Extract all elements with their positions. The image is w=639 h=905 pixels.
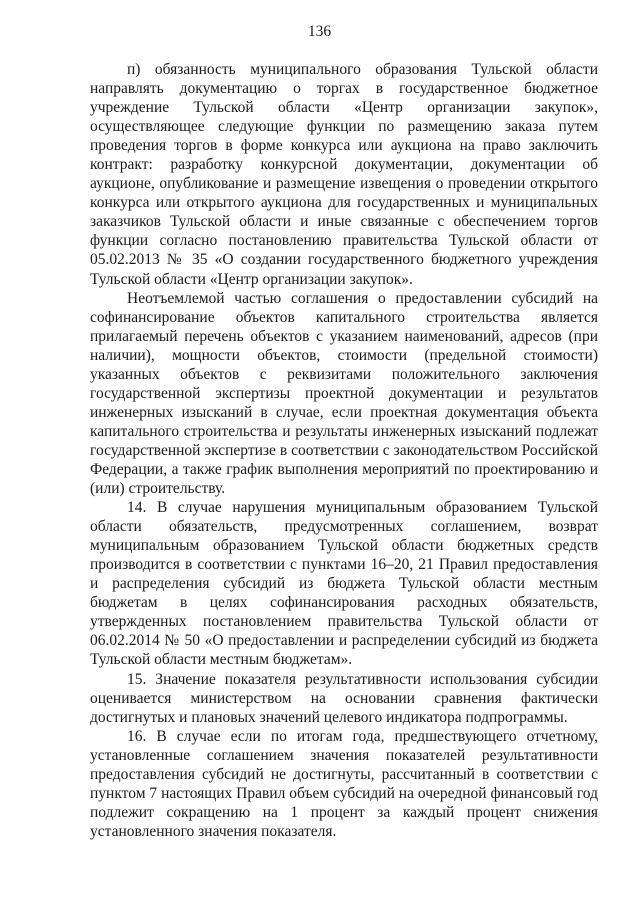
paragraph-annex-note: Неотъемлемой частью соглашения о предоставлении субсидий на софинансирование объектов капитального строительства является прилагаемый перечень объектов с указанием наименований, адресов (при наличии), мощности объектов, стоимости (предельной стоимости) указанных объектов с реквизитами положительного заключения государственной экспертизы проектной документации и результатов инженерных изысканий в случае, если проектная документация объекта капитального строительства и результаты инженерных изысканий подлежат государственной экспертизе в соответствии с законодательством Российской Федерации, а также график выполнения мероприятий по проектированию и (или) строительству. [90, 289, 598, 498]
page-number: 136 [307, 23, 332, 40]
paragraph-15: 15. Значение показателя результативности использования субсидии оценивается министерством на основании сравнения фактически достигнутых и плановых значений целевого индикатора подпрограммы. [90, 670, 598, 726]
paragraph-item-p: п) обязанность муниципального образования Тульской области направлять документацию о торгах в государственное бюджетное учреждение Тульской области «Центр организации закупок», осуществляющее следующие функции по размещению заказа путем проведения торгов в форме конкурса или аукциона на право заключить контракт: разработку конкурсной документации, документации об аукционе, опубликование и размещение извещения о проведении открытого конкурса или открытого аукциона для государственных и муниципальных заказчиков Тульской области и иные связанные с обеспечением торгов функции согласно постановлению правительства Тульской области от 05.02.2013 № 35 «О создании государственного бюджетного учреждения Тульской области «Центр организации закупок». [90, 61, 598, 288]
paragraph-14: 14. В случае нарушения муниципальным образованием Тульской области обязательств, предусмотренных соглашением, возврат муниципальным образованием Тульской области бюджетных средств производится в соответствии с пунктами 16–20, 21 Правил предоставления и распределения субсидий из бюджета Тульской области местным бюджетам в целях софинансирования расходных обязательств, утвержденных постановлением правительства Тульской области от 06.02.2014 № 50 «О предоставлении и распределении субсидий из бюджета Тульской области местным бюджетам». [90, 499, 598, 669]
paragraph-16: 16. В случае если по итогам года, предшествующего отчетному, установленные соглашением значения показателей результативности предоставления субсидий не достигнуты, рассчитанный в соответствии с пунктом 7 настоящих Правил объем субсидий на очередной финансовый год подлежит сокращению на 1 процент за каждый процент снижения установленного значения показателя. [90, 727, 598, 840]
document-body [90, 60, 598, 841]
